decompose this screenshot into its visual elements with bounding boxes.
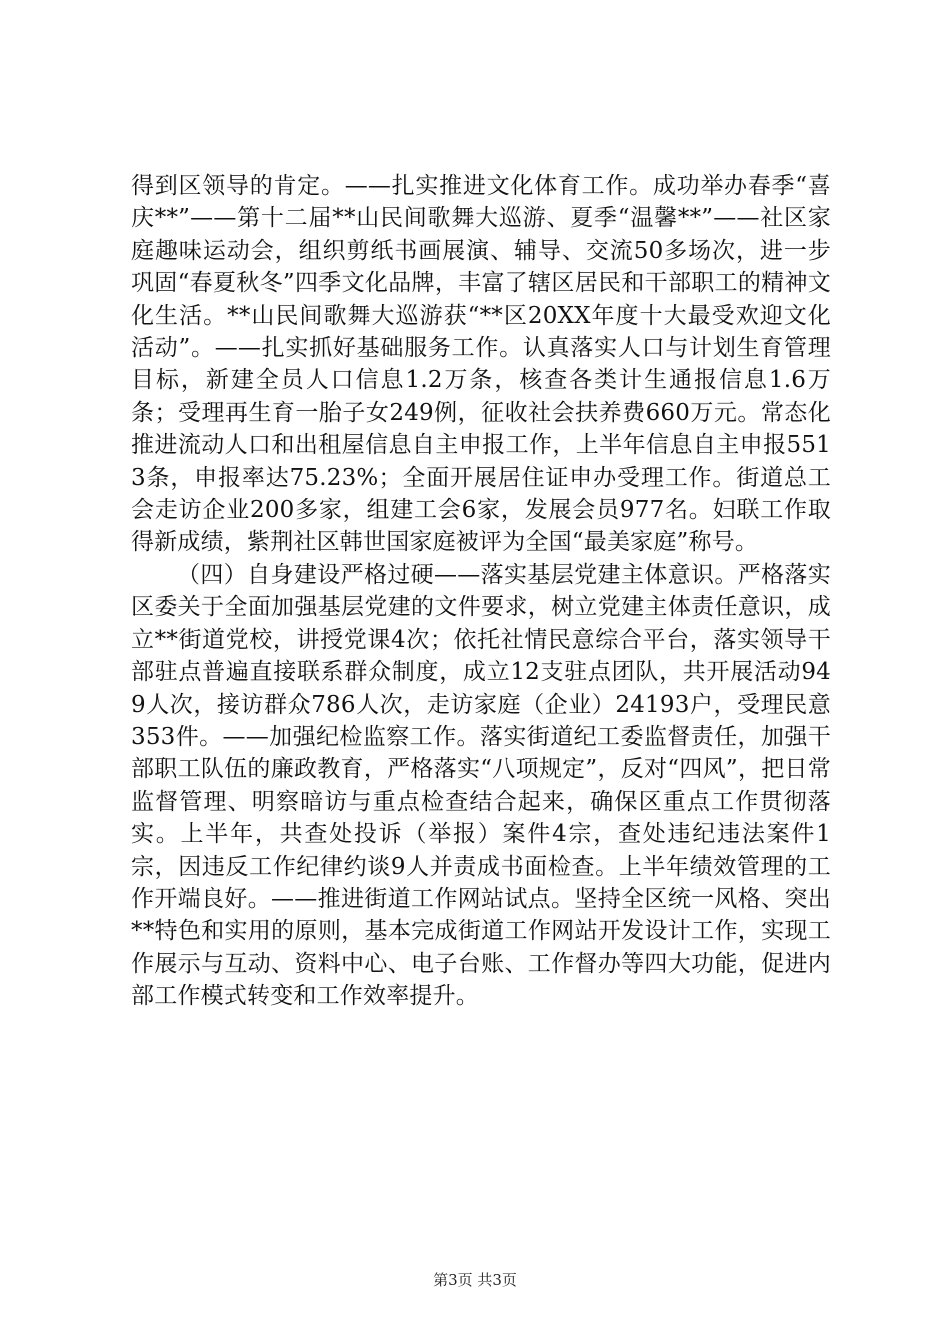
page-number-footer: 第3页 共3页: [433, 1271, 517, 1289]
paragraph-self-construction: （四）自身建设严格过硬——落实基层党建主体意识。严格落实区委关于全面加强基层党建的文件要求，树立党建主体责任意识，成立**街道党校，讲授党课4次；依托社情民意综合平台，落实领导干部驻点普遍直接联系群众制度，成立12支驻点团队，共开展活动949人次，接访群众786人次，走访家庭（企业）24193户，受理民意353件。——加强纪检监察工作。落实街道纪工委监督责任，加强干部职工队伍的廉政教育，严格落实“八项规定”，反对“四风”，把日常监督管理、明察暗访与重点检查结合起来，确保区重点工作贯彻落实。上半年，共查处投诉（举报）案件4宗，查处违纪违法案件1宗，因违反工作纪律约谈9人并责成书面检查。上半年绩效管理的工作开端良好。——推进街道工作网站试点。坚持全区统一风格、突出**特色和实用的原则，基本完成街道工作网站开发设计工作，实现工作展示与互动、资料中心、电子台账、工作督办等四大功能，促进内部工作模式转变和工作效率提升。: [131, 561, 831, 1010]
paragraph-culture-services: 得到区领导的肯定。——扎实推进文化体育工作。成功举办春季“喜庆**”——第十二届**山民间歌舞大巡游、夏季“温馨**”——社区家庭趣味运动会，组织剪纸书画展演、辅导、交流50多场次，进一步巩固“春夏秋冬”四季文化品牌，丰富了辖区居民和干部职工的精神文化生活。**山民间歌舞大巡游获“**区20XX年度十大最受欢迎文化活动”。——扎实抓好基础服务工作。认真落实人口与计划生育管理目标，新建全员人口信息1.2万条，核查各类计生通报信息1.6万条；受理再生育一胎子女249例，征收社会扶养费660万元。常态化推进流动人口和出租屋信息自主申报工作，上半年信息自主申报5513条，申报率达75.23%；全面开展居住证申办受理工作。街道总工会走访企业200多家，组建工会6家，发展会员977名。妇联工作取得新成绩，紫荆社区韩世国家庭被评为全国“最美家庭”称号。: [131, 173, 831, 556]
document-body: [131, 170, 831, 1013]
